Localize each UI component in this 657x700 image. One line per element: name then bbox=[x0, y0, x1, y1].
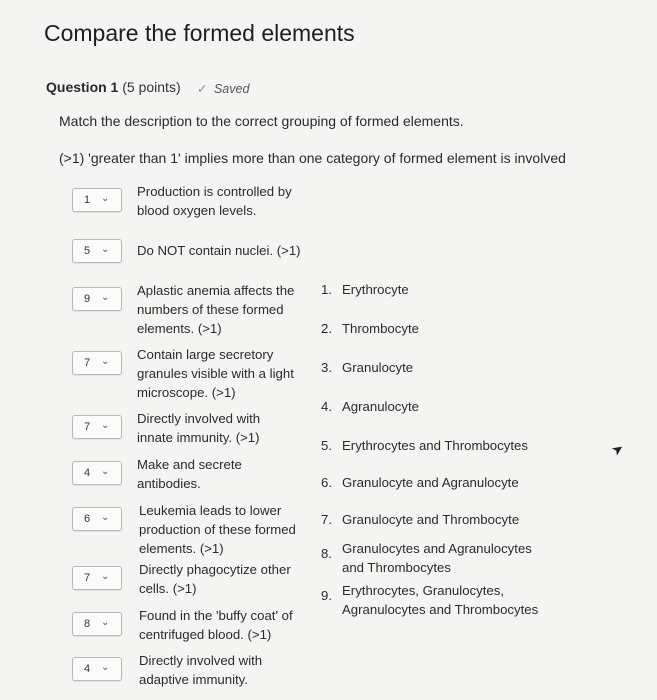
description-line: Found in the 'buffy coat' of bbox=[139, 608, 293, 623]
chevron-down-icon: ⌄ bbox=[101, 466, 110, 477]
description-line: Contain large secretory bbox=[137, 347, 274, 362]
description-line: Make and secrete bbox=[137, 457, 242, 472]
mouse-pointer-icon: ➤ bbox=[608, 439, 627, 460]
question-note: (>1) 'greater than 1' implies more than one category of formed element is involved bbox=[59, 150, 566, 166]
description-line: production of these formed bbox=[139, 522, 296, 537]
answer-option bbox=[321, 473, 519, 492]
answer-number: 2. bbox=[321, 321, 332, 336]
checkmark-icon: ✓ bbox=[197, 82, 208, 96]
description-line: Directly phagocytize other bbox=[139, 562, 291, 577]
select-value: 5 bbox=[84, 245, 91, 257]
description-line: numbers of these formed bbox=[137, 302, 284, 317]
select-value: 6 bbox=[84, 513, 91, 525]
answer-option bbox=[321, 581, 538, 619]
description-line: elements. (>1) bbox=[139, 541, 224, 556]
answer-line: Agranulocytes and Thrombocytes bbox=[342, 602, 539, 617]
select-value: 7 bbox=[84, 357, 91, 369]
select-value: 7 bbox=[84, 572, 91, 584]
answer-line: and Thrombocytes bbox=[342, 560, 451, 575]
answer-option bbox=[321, 280, 409, 299]
answer-number: 6. bbox=[321, 475, 332, 490]
match-select[interactable] bbox=[72, 188, 122, 212]
description-line: Production is controlled by bbox=[137, 184, 292, 199]
answer-option bbox=[321, 510, 519, 529]
answer-text: Granulocyte and Thrombocyte bbox=[342, 512, 520, 527]
match-description bbox=[137, 345, 312, 402]
question-header bbox=[46, 79, 181, 95]
answer-text: Granulocyte bbox=[342, 360, 414, 375]
select-value: 1 bbox=[84, 194, 91, 206]
answer-number: 7. bbox=[321, 512, 332, 527]
answer-number: 8. bbox=[321, 546, 332, 561]
select-value: 4 bbox=[84, 663, 91, 675]
answer-text bbox=[342, 539, 532, 577]
saved-label: Saved bbox=[213, 82, 250, 96]
description-line: centrifuged blood. (>1) bbox=[139, 627, 272, 642]
chevron-down-icon: ⌄ bbox=[101, 662, 110, 673]
description-line: innate immunity. (>1) bbox=[137, 430, 260, 445]
description-line: Leukemia leads to lower bbox=[139, 503, 282, 518]
description-line: adaptive immunity. bbox=[139, 672, 248, 687]
match-select[interactable] bbox=[72, 351, 122, 375]
answer-option bbox=[321, 436, 528, 455]
match-description bbox=[137, 409, 312, 447]
description-line: Directly involved with bbox=[139, 653, 263, 668]
chevron-down-icon: ⌄ bbox=[101, 617, 110, 628]
answer-line: Granulocytes and Agranulocytes bbox=[342, 541, 532, 556]
question-instruction: Match the description to the correct grouping of formed elements. bbox=[59, 113, 464, 129]
match-description bbox=[139, 651, 314, 689]
description-line: Do NOT contain nuclei. (>1) bbox=[137, 243, 301, 258]
answer-line: Erythrocytes, Granulocytes, bbox=[342, 583, 504, 598]
select-value: 9 bbox=[84, 293, 91, 305]
description-line: Directly involved with bbox=[137, 411, 261, 426]
answer-text: Erythrocytes and Thrombocytes bbox=[342, 438, 528, 453]
match-select[interactable] bbox=[72, 612, 122, 636]
match-description bbox=[137, 241, 312, 260]
description-line: granules visible with a light bbox=[137, 366, 294, 381]
answer-option bbox=[321, 397, 419, 416]
match-description bbox=[139, 606, 314, 644]
match-select[interactable] bbox=[72, 507, 122, 531]
answer-option bbox=[321, 358, 413, 377]
description-line: microscope. (>1) bbox=[137, 385, 236, 400]
match-description bbox=[139, 501, 314, 558]
match-select[interactable] bbox=[72, 461, 122, 485]
description-line: blood oxygen levels. bbox=[137, 203, 257, 218]
select-value: 7 bbox=[84, 421, 91, 433]
chevron-down-icon: ⌄ bbox=[101, 420, 110, 431]
answer-number: 5. bbox=[321, 438, 332, 453]
match-description bbox=[139, 560, 314, 598]
chevron-down-icon: ⌄ bbox=[101, 356, 110, 367]
match-description bbox=[137, 455, 312, 493]
chevron-down-icon: ⌄ bbox=[101, 244, 110, 255]
description-line: elements. (>1) bbox=[137, 321, 222, 336]
chevron-down-icon: ⌄ bbox=[101, 292, 110, 303]
answer-number: 9. bbox=[321, 588, 332, 603]
question-label: Question 1 bbox=[46, 79, 119, 95]
match-select[interactable] bbox=[72, 239, 122, 263]
answer-text: Granulocyte and Agranulocyte bbox=[342, 475, 519, 490]
answer-text: Thrombocyte bbox=[342, 321, 419, 336]
select-value: 4 bbox=[84, 467, 91, 479]
match-select[interactable] bbox=[72, 657, 122, 681]
match-description bbox=[137, 182, 312, 220]
match-select[interactable] bbox=[72, 566, 122, 590]
page-title: Compare the formed elements bbox=[44, 20, 355, 46]
match-select[interactable] bbox=[72, 415, 122, 439]
saved-status bbox=[197, 81, 249, 96]
answer-number: 3. bbox=[321, 360, 332, 375]
match-select[interactable] bbox=[72, 287, 122, 311]
answer-text bbox=[342, 581, 538, 619]
answer-number: 4. bbox=[321, 399, 332, 414]
answer-number: 1. bbox=[321, 282, 332, 297]
chevron-down-icon: ⌄ bbox=[101, 512, 110, 523]
question-points: (5 points) bbox=[122, 79, 181, 95]
answer-text: Agranulocyte bbox=[342, 399, 419, 414]
description-line: cells. (>1) bbox=[139, 581, 197, 596]
answer-option bbox=[321, 539, 532, 577]
chevron-down-icon: ⌄ bbox=[101, 193, 110, 204]
match-description bbox=[137, 281, 312, 338]
chevron-down-icon: ⌄ bbox=[101, 571, 110, 582]
description-line: Aplastic anemia affects the bbox=[137, 283, 295, 298]
description-line: antibodies. bbox=[137, 476, 201, 491]
answer-option bbox=[321, 319, 419, 338]
answer-text: Erythrocyte bbox=[342, 282, 409, 297]
select-value: 8 bbox=[84, 618, 91, 630]
